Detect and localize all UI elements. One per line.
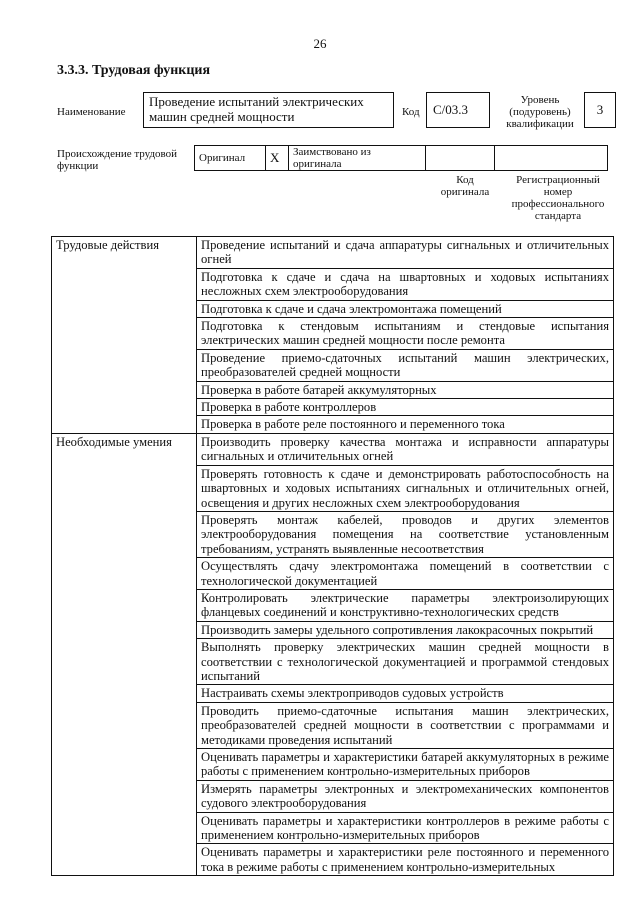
level-label: [496, 94, 584, 130]
reg-caption-line-4: стандарта: [534, 210, 582, 222]
code-caption-line-2: оригинала: [440, 186, 490, 198]
skill-item: Выполнять проверку электрических машин средней мощности в соответствии с технологической документацией и программой стендовых испытаний: [197, 639, 614, 685]
labor-action-item: Проведение испытаний и сдача аппаратуры сигнальных и отличительных огней: [197, 237, 614, 269]
labor-action-item: Подготовка к сдаче и сдача на швартовных и ходовых испытаниях несложных схем электрооборудования: [197, 268, 614, 300]
code-label: Код: [402, 106, 420, 118]
reg-caption-line-1: Регистрационный: [516, 174, 600, 186]
labor-action-item: Проверка в работе контроллеров: [197, 399, 614, 416]
level-label-line-1: Уровень: [520, 94, 560, 106]
reg-caption-line-2: номер: [543, 186, 573, 198]
skill-item: Проверять монтаж кабелей, проводов и других элементов электрооборудования помещения на соответствие установленным требованиям, устранять выявленные несоответствия: [197, 511, 614, 557]
name-label: Наименование: [57, 106, 126, 118]
level-label-line-3: квалификации: [506, 118, 574, 130]
skill-item: Оценивать параметры и характеристики контроллеров в режиме работы с применением контрольно-измерительных приборов: [197, 812, 614, 844]
labor-action-item: Проверка в работе реле постоянного и переменного тока: [197, 416, 614, 433]
function-name-box: Проведение испытаний электрических машин средней мощности: [143, 92, 394, 128]
original-code-caption: [430, 174, 500, 198]
labor-action-item: Подготовка к сдаче и сдача электромонтажа помещений: [197, 300, 614, 317]
borrowed-label-line-2: оригинала: [293, 158, 342, 170]
original-label: Оригинал: [195, 146, 266, 171]
skill-item: Измерять параметры электронных и электромеханических компонентов судового электрооборудования: [197, 780, 614, 812]
origin-label-line-1: Происхождение трудовой: [57, 148, 178, 160]
skill-item: Осуществлять сдачу электромонтажа помещений в соответствии с технологической документацией: [197, 558, 614, 590]
skill-item: Производить проверку качества монтажа и исправности аппаратуры сигнальных и отличительных огней: [197, 433, 614, 465]
code-value-box: C/03.3: [426, 92, 490, 128]
registration-caption: [500, 174, 616, 222]
labor-action-item: Проведение приемо-сдаточных испытаний машин электрических, преобразователей средней мощности: [197, 349, 614, 381]
origin-label-line-2: функции: [57, 160, 99, 172]
origin-table: [194, 145, 608, 171]
skill-item: Настраивать схемы электроприводов судовых устройств: [197, 685, 614, 702]
borrowed-label: [289, 146, 426, 171]
skill-item: Оценивать параметры и характеристики батарей аккумуляторных в режиме работы с применением контрольно-измерительных приборов: [197, 749, 614, 781]
skill-item: Проводить приемо-сдаточные испытания машин электрических, преобразователей средней мощности в соответствии с программами и методиками проведения испытаний: [197, 702, 614, 748]
skills-label: Необходимые умения: [52, 433, 197, 875]
table-row: [52, 433, 614, 465]
level-value-box: 3: [584, 92, 616, 128]
original-mark: X: [266, 146, 289, 171]
reg-caption-line-3: профессионального: [511, 198, 605, 210]
labor-actions-label: Трудовые действия: [52, 237, 197, 434]
page-number: 26: [313, 36, 327, 51]
skill-item: Оценивать параметры и характеристики реле постоянного и переменного тока в режиме работы с применением контрольно-измерительных: [197, 844, 614, 876]
code-caption-line-1: Код: [456, 174, 474, 186]
labor-action-item: Проверка в работе батарей аккумуляторных: [197, 381, 614, 398]
table-row: [52, 237, 614, 269]
skill-item: Проверять готовность к сдаче и демонстрировать работоспособность на швартовных и ходовых испытаниях сигнальных и отличительных огней, освещения и других несложных схем электрооборудования: [197, 465, 614, 511]
registration-number-cell: [495, 146, 608, 171]
labor-action-item: Подготовка к стендовым испытаниям и стендовые испытания электрических машин средней мощности после ремонта: [197, 318, 614, 350]
section-title: 3.3.3. Трудовая функция: [57, 63, 211, 78]
skill-item: Контролировать электрические параметры электроизолирующих фланцевых соединений и конструктивно-технологических средств: [197, 589, 614, 621]
origin-label: [57, 148, 177, 172]
borrowed-label-line-1: Заимствовано из: [293, 146, 371, 158]
skill-item: Производить замеры удельного сопротивления лакокрасочных покрытий: [197, 621, 614, 638]
level-label-line-2: (подуровень): [509, 106, 571, 118]
original-code-cell: [426, 146, 495, 171]
labor-function-table: [51, 236, 614, 876]
